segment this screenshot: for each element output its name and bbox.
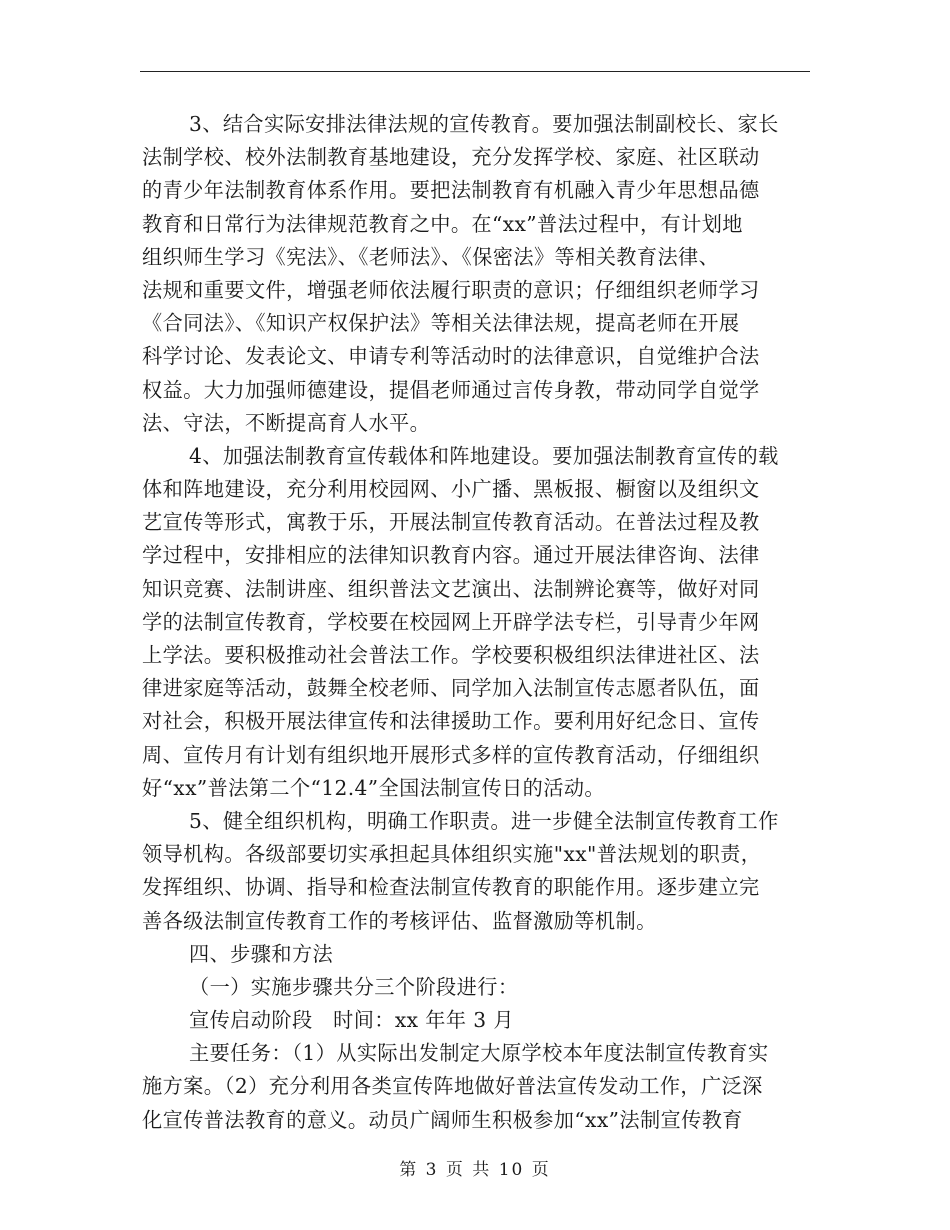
document-body [142, 108, 814, 1137]
text-line: 知识竞赛、法制讲座、组织普法文艺演出、法制辨论赛等，做好对同 [142, 576, 760, 601]
text-line: 施方案。（2）充分利用各类宣传阵地做好普法宣传发动工作，广泛深 [142, 1074, 763, 1099]
text-line: 周、宣传月有计划有组织地开展形式多样的宣传教育活动，仔细组织 [142, 742, 760, 767]
text-line: 律进家庭等活动，鼓舞全校老师、同学加入法制宣传志愿者队伍，面 [142, 676, 760, 701]
text-line: 组织师生学习《宪法》、《老师法》、《保密法》等相关教育法律、 [142, 244, 720, 269]
text-line: 学的法制宣传教育，学校要在校园网上开辟学法专栏，引导青少年网 [142, 609, 760, 634]
text-line: 教育和日常行为法律规范教育之中。在“xx”普法过程中，有计划地 [142, 211, 743, 236]
text-line: 学过程中，安排相应的法律知识教育内容。通过开展法律咨询、法律 [142, 543, 760, 568]
text-line: 的青少年法制教育体系作用。要把法制教育有机融入青少年思想品德 [142, 178, 760, 203]
page-footer: 第 3 页 共 10 页 [399, 1160, 551, 1180]
text-line: 法、守法，不断提高育人水平。 [142, 410, 431, 435]
text-line: 4、加强法制教育宣传载体和阵地建设。要加强法制教育宣传的载 [189, 443, 779, 468]
text-line: 上学法。要积极推动社会普法工作。学校要积极组织法律进社区、法 [142, 643, 760, 667]
text-line: 四、步骤和方法 [189, 941, 334, 966]
text-line: 对社会，积极开展法律宣传和法律援助工作。要利用好纪念日、宣传 [142, 709, 760, 734]
text-line: 法制学校、校外法制教育基地建设，充分发挥学校、家庭、社区联动 [142, 145, 760, 170]
text-line: 发挥组织、协调、指导和检查法制宣传教育的职能作用。逐步建立完 [142, 875, 760, 900]
text-line: 好“xx”普法第二个“12.4”全国法制宣传日的活动。 [142, 775, 605, 800]
text-line: 权益。大力加强师德建设，提倡老师通过言传身教，带动同学自觉学 [142, 377, 760, 402]
text-line: 法规和重要文件，增强老师依法履行职责的意识；仔细组织老师学习 [142, 277, 760, 302]
text-line: 5、健全组织机构，明确工作职责。进一步健全法制宣传教育工作 [189, 808, 779, 833]
text-line: （一）实施步骤共分三个阶段进行： [189, 974, 519, 999]
text-line: 领导机构。各级部要切实承担起具体组织实施"xx"普法规划的职责， [142, 842, 762, 867]
text-line: 主要任务：（1）从实际出发制定大原学校本年度法制宣传教育实 [189, 1041, 769, 1066]
text-line: 善各级法制宣传教育工作的考核评估、监督激励等机制。 [142, 908, 657, 933]
text-line: 化宣传普法教育的意义。动员广阔师生积极参加“xx”法制宣传教育 [142, 1107, 743, 1132]
text-line: 科学讨论、发表论文、申请专利等活动时的法律意识，自觉维护合法 [142, 344, 760, 369]
text-line: 体和阵地建设，充分利用校园网、小广播、黑板报、橱窗以及组织文 [142, 477, 760, 502]
text-line: 《合同法》、《知识产权保护法》等相关法律法规，提高老师在开展 [142, 311, 740, 336]
header-rule [140, 71, 810, 72]
text-line: 3、结合实际安排法律法规的宣传教育。要加强法制副校长、家长 [189, 112, 779, 136]
text-line: 宣传启动阶段 时间：xx 年年 3 月 [189, 1008, 514, 1033]
text-line: 艺宣传等形式，寓教于乐，开展法制宣传教育活动。在普法过程及教 [142, 510, 760, 535]
